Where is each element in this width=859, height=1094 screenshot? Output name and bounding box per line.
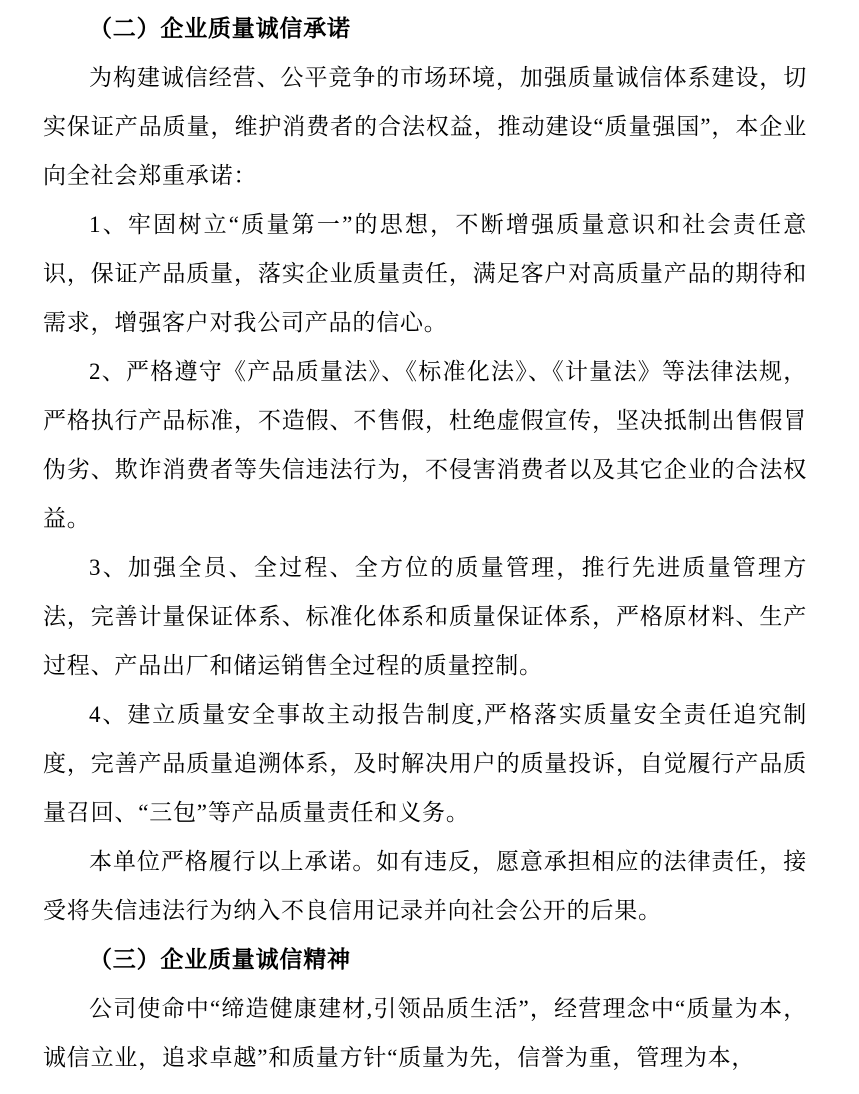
- para-commitment-item-1: 1、牢固树立“质量第一”的思想，不断增强质量意识和社会责任意识，保证产品质量，落实企业质量责任，满足客户对高质量产品的期待和需求，增强客户对我公司产品的信心。: [43, 212, 807, 335]
- heading-quality-integrity-spirit: （三）企业质量诚信精神: [89, 947, 351, 972]
- heading-quality-integrity-commitment: （二）企业质量诚信承诺: [89, 16, 351, 41]
- para-commitment-item-4: 4、建立质量安全事故主动报告制度,严格落实质量安全责任追究制度，完善产品质量追溯体系，及时解决用户的质量投诉，自觉履行产品质量召回、“三包”等产品质量责任和义务。: [43, 702, 807, 825]
- para-commitment-intro: 为构建诚信经营、公平竞争的市场环境，加强质量诚信体系建设，切实保证产品质量，维护消费者的合法权益，推动建设“质量强国”，本企业向全社会郑重承诺：: [43, 65, 807, 188]
- para-spirit-mission: 公司使命中“缔造健康建材,引领品质生活”，经营理念中“质量为本，诚信立业，追求卓越”和质量方针“质量为先，信誉为重，管理为本，: [43, 996, 807, 1070]
- para-commitment-item-2: 2、严格遵守《产品质量法》、《标准化法》、《计量法》等法律法规，严格执行产品标准，不造假、不售假，杜绝虚假宣传，坚决抵制出售假冒伪劣、欺诈消费者等失信违法行为，不侵害消费者以及其它企业的合法权益。: [43, 359, 807, 531]
- para-commitment-item-3: 3、加强全员、全过程、全方位的质量管理，推行先进质量管理方法，完善计量保证体系、标准化体系和质量保证体系，严格原材料、生产过程、产品出厂和储运销售全过程的质量控制。: [43, 555, 807, 678]
- para-commitment-closing: 本单位严格履行以上承诺。如有违反，愿意承担相应的法律责任，接受将失信违法行为纳入不良信用记录并向社会公开的后果。: [43, 849, 807, 923]
